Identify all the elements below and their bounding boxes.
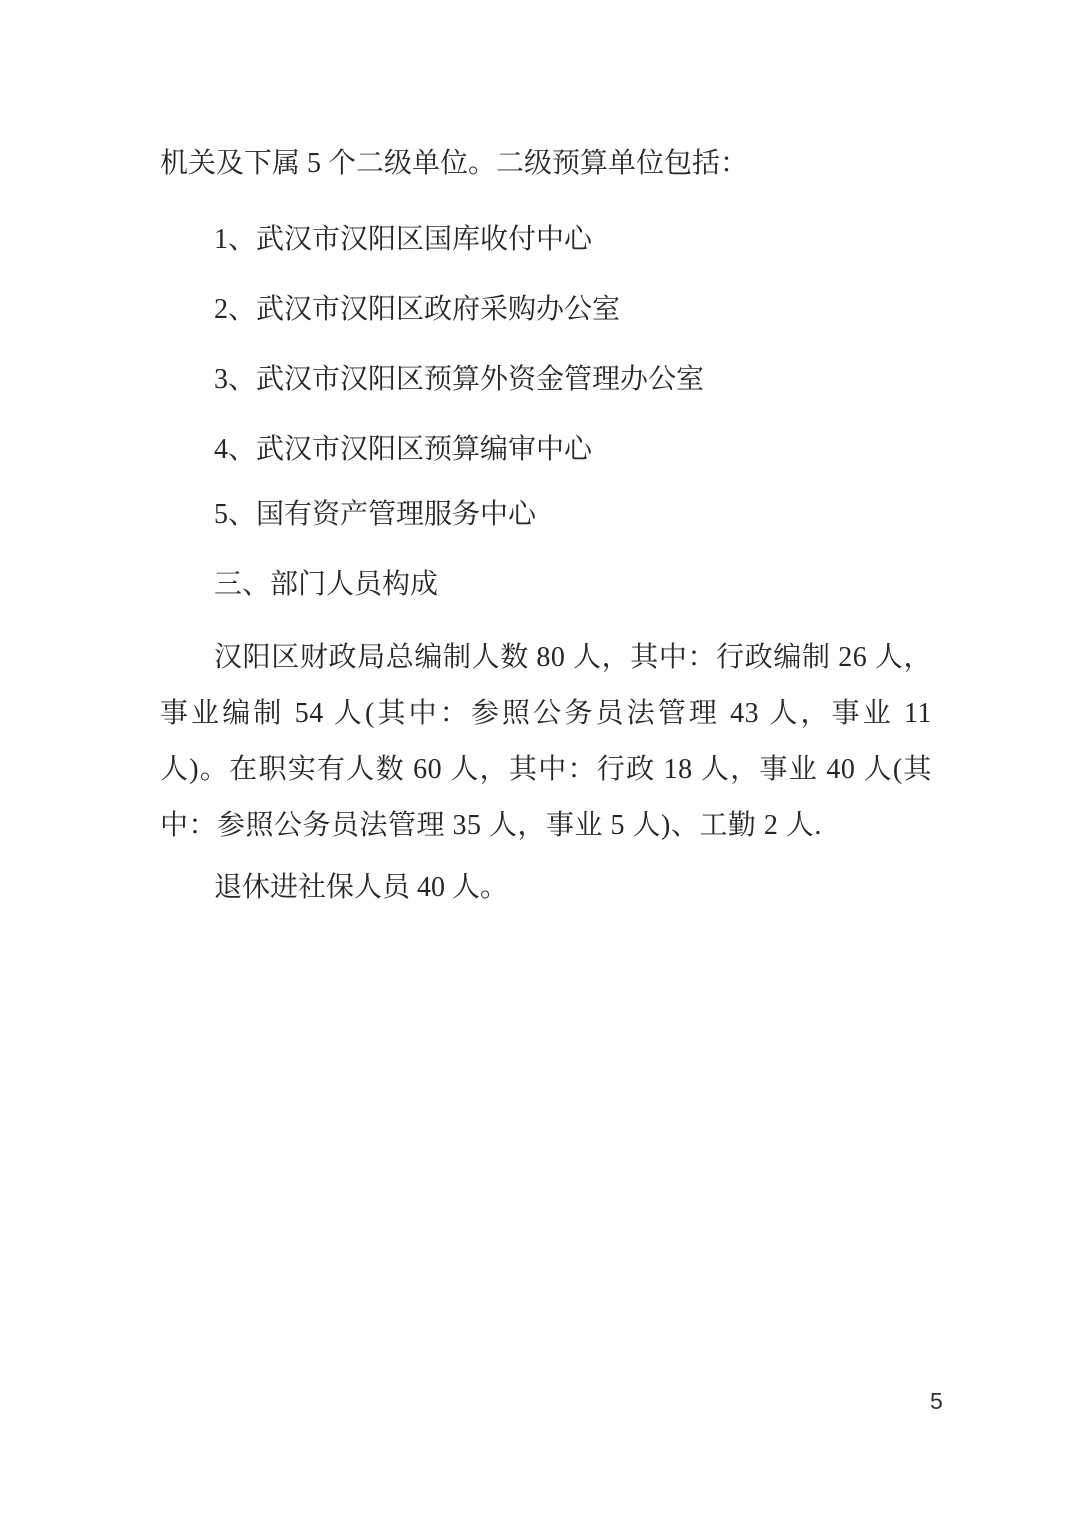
list-item-unit-4: 4、武汉市汉阳区预算编审中心: [214, 434, 593, 465]
intro-paragraph: 机关及下属 5 个二级单位。二级预算单位包括：: [160, 148, 749, 179]
list-item-unit-1: 1、武汉市汉阳区国库收付中心: [214, 224, 593, 255]
retiree-paragraph: 退休进社保人员 40 人。: [214, 872, 509, 903]
list-item-unit-3: 3、武汉市汉阳区预算外资金管理办公室: [214, 364, 705, 395]
budget-unit-list: [160, 221, 932, 534]
list-item-unit-2: 2、武汉市汉阳区政府采购办公室: [214, 294, 621, 325]
section-heading-personnel: 三、部门人员构成: [214, 569, 439, 600]
staff-composition-paragraph: 汉阳区财政局总编制人数 80 人，其中：行政编制 26 人，事业编制 54 人(其中：参照公务员法管理 43 人，事业 11 人)。在职实有人数 60 人，其中：行政 18 人，事业 40 人(其中：参照公务员法管理 35 人，事业 5 人)、工勤 2 人.: [160, 642, 932, 841]
document-content: [160, 145, 932, 916]
page-number: 5: [930, 1388, 943, 1414]
list-item-unit-5: 5、国有资产管理服务中心: [214, 499, 537, 530]
